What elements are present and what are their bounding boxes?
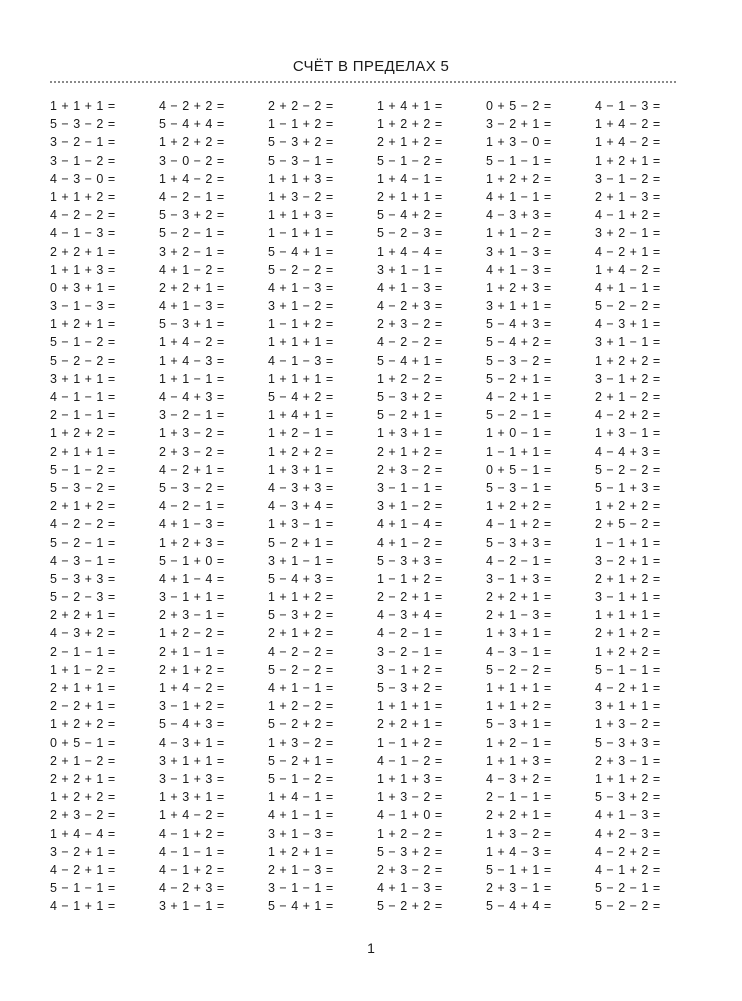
exercise-item: 3 − 1 − 1 = (377, 480, 443, 495)
exercise-item: 1 − 1 + 2 = (268, 117, 334, 132)
exercise-item: 1 + 3 + 1 = (486, 626, 552, 641)
exercise-item: 2 + 1 + 1 = (50, 681, 116, 695)
exercise-item: 5 − 3 + 2 = (159, 208, 225, 223)
exercise-item: 4 − 2 + 1 = (595, 244, 661, 259)
exercise-item: 4 − 3 + 3 = (486, 208, 552, 223)
exercise-item: 3 + 1 − 3 = (268, 826, 334, 841)
exercise-item: 4 + 1 − 2 = (377, 535, 443, 550)
exercise-item: 2 + 1 − 3 = (595, 189, 661, 204)
exercise-item: 2 − 2 + 1 = (377, 590, 443, 605)
exercise-item: 5 − 2 + 2 = (268, 717, 334, 732)
exercise-item: 5 − 3 − 2 = (486, 353, 552, 368)
exercise-item: 4 − 2 + 2 = (595, 408, 661, 423)
exercise-item: 3 − 2 − 1 = (377, 644, 443, 659)
exercise-item: 4 − 1 − 1 = (159, 844, 225, 859)
exercise-item: 3 − 1 − 2 = (50, 153, 116, 168)
exercise-item: 4 − 1 − 1 = (50, 390, 116, 404)
exercise-item: 4 − 3 + 1 = (159, 735, 225, 750)
exercise-item: 1 + 2 + 2 = (486, 171, 552, 186)
exercise-item: 2 + 1 + 2 = (595, 571, 661, 586)
exercise-item: 1 + 3 − 2 = (268, 735, 334, 750)
exercise-item: 5 − 1 + 1 = (486, 862, 552, 877)
exercise-item: 4 − 4 + 3 = (595, 444, 661, 459)
exercise-item: 2 + 1 − 1 = (159, 644, 225, 659)
exercise-item: 3 − 1 − 1 = (268, 881, 334, 896)
exercise-item: 5 − 4 + 3 = (268, 571, 334, 586)
exercise-item: 3 + 1 − 1 = (268, 553, 334, 568)
exercise-item: 1 + 2 + 2 = (595, 499, 661, 514)
exercise-item: 2 + 1 + 2 = (595, 626, 661, 641)
exercise-item: 4 + 1 − 1 = (268, 681, 334, 695)
exercise-item: 0 + 5 − 1 = (50, 735, 116, 750)
exercise-item: 1 + 3 − 2 = (377, 790, 443, 805)
exercise-item: 2 + 3 − 2 = (377, 462, 443, 477)
exercise-item: 0 + 5 − 2 = (486, 99, 552, 113)
exercise-item: 5 − 4 + 4 = (486, 899, 552, 914)
exercise-item: 5 − 4 + 2 = (377, 208, 443, 223)
exercise-item: 4 − 2 + 2 = (159, 99, 225, 113)
exercise-item: 1 + 3 − 2 = (268, 189, 334, 204)
exercise-item: 4 − 2 + 1 = (595, 681, 661, 695)
exercise-item: 5 − 2 + 1 = (268, 535, 334, 550)
exercise-item: 3 − 1 + 3 = (486, 571, 552, 586)
exercise-item: 5 − 1 − 1 = (595, 662, 661, 677)
exercise-item: 5 − 3 + 2 = (268, 608, 334, 623)
exercise-item: 1 − 1 + 1 = (595, 535, 661, 550)
exercise-item: 3 + 1 − 1 = (159, 899, 225, 914)
exercise-item: 3 + 1 − 3 = (486, 244, 552, 259)
exercise-item: 5 − 3 + 3 = (50, 571, 116, 586)
exercise-item: 1 + 2 + 2 = (377, 117, 443, 132)
exercise-item: 4 − 1 + 2 = (595, 862, 661, 877)
exercise-item: 1 + 4 − 2 = (595, 135, 661, 150)
exercise-item: 1 + 3 − 2 = (159, 426, 225, 441)
exercise-item: 3 + 1 + 1 = (159, 753, 225, 768)
exercise-item: 1 + 1 + 2 = (486, 699, 552, 714)
exercise-item: 4 − 1 − 2 = (377, 753, 443, 768)
exercise-item: 4 + 1 − 3 = (595, 808, 661, 823)
exercise-item: 2 − 2 + 1 = (50, 699, 116, 714)
exercise-item: 3 − 2 + 1 = (486, 117, 552, 132)
exercise-item: 1 + 2 − 2 = (377, 371, 443, 386)
exercise-item: 3 − 1 + 2 = (377, 662, 443, 677)
exercise-item: 3 − 1 + 2 = (159, 699, 225, 714)
exercise-item: 4 − 2 − 2 = (268, 644, 334, 659)
exercise-item: 1 + 2 + 2 = (50, 790, 116, 805)
exercise-item: 3 − 2 − 1 = (159, 408, 225, 423)
exercise-item: 4 − 2 − 1 = (159, 189, 225, 204)
exercise-item: 4 − 3 − 1 = (486, 644, 552, 659)
exercise-item: 1 + 3 + 1 = (377, 426, 443, 441)
exercise-item: 4 + 1 − 2 = (159, 262, 225, 277)
exercise-item: 1 − 1 + 2 = (377, 735, 443, 750)
dotted-divider (50, 81, 676, 83)
exercise-item: 4 − 3 + 1 = (595, 317, 661, 332)
exercise-item: 1 + 4 + 1 = (268, 408, 334, 423)
exercise-item: 2 + 2 + 1 = (159, 280, 225, 295)
exercise-item: 1 + 2 − 2 = (377, 826, 443, 841)
exercise-item: 1 + 1 − 1 = (159, 371, 225, 386)
exercise-item: 1 + 2 − 2 = (268, 699, 334, 714)
exercise-item: 3 + 2 − 1 = (159, 244, 225, 259)
exercise-item: 1 + 1 + 2 = (50, 189, 116, 204)
exercise-item: 1 − 1 + 1 = (486, 444, 552, 459)
exercise-item: 4 − 1 − 3 = (268, 353, 334, 368)
exercise-item: 3 − 1 + 3 = (159, 771, 225, 786)
exercise-item: 4 + 2 − 3 = (595, 826, 661, 841)
exercise-item: 1 + 1 + 3 = (268, 171, 334, 186)
exercise-item: 5 − 3 + 2 = (377, 390, 443, 404)
exercise-item: 3 + 1 + 1 = (595, 699, 661, 714)
exercise-item: 2 + 1 − 3 = (486, 608, 552, 623)
exercise-item: 4 − 2 − 2 = (50, 517, 116, 532)
exercise-item: 4 − 3 + 2 = (486, 771, 552, 786)
exercise-item: 2 + 3 − 1 = (486, 881, 552, 896)
exercise-grid (50, 97, 704, 915)
exercise-item: 4 + 1 − 3 = (377, 280, 443, 295)
exercise-item: 1 + 1 + 1 = (486, 681, 552, 695)
exercise-item: 1 + 3 − 0 = (486, 135, 552, 150)
exercise-item: 5 − 3 + 2 = (377, 681, 443, 695)
exercise-item: 2 + 1 − 2 = (595, 390, 661, 404)
exercise-item: 3 + 1 − 1 = (595, 335, 661, 350)
exercise-item: 1 + 4 − 4 = (50, 826, 116, 841)
exercise-item: 3 − 2 + 1 = (595, 553, 661, 568)
exercise-item: 1 + 2 − 1 = (268, 426, 334, 441)
exercise-item: 5 − 1 − 1 = (486, 153, 552, 168)
exercise-item: 4 − 1 + 2 = (486, 517, 552, 532)
exercise-item: 1 + 2 + 1 = (595, 153, 661, 168)
exercise-item: 1 + 3 − 2 = (595, 717, 661, 732)
exercise-item: 1 + 2 + 3 = (159, 535, 225, 550)
exercise-item: 5 − 2 − 2 = (268, 262, 334, 277)
exercise-item: 3 + 1 − 2 = (377, 499, 443, 514)
exercise-item: 5 − 1 − 2 = (50, 335, 116, 350)
exercise-item: 3 − 2 − 1 = (50, 135, 116, 150)
exercise-item: 5 − 3 + 2 = (377, 844, 443, 859)
exercise-item: 3 + 2 − 1 = (595, 226, 661, 241)
exercise-item: 1 + 1 + 3 = (50, 262, 116, 277)
exercise-item: 4 + 1 − 3 = (159, 517, 225, 532)
exercise-item: 2 + 3 − 1 = (595, 753, 661, 768)
exercise-item: 5 − 3 + 3 = (595, 735, 661, 750)
exercise-item: 5 − 1 − 2 = (50, 462, 116, 477)
exercise-item: 1 + 3 + 1 = (159, 790, 225, 805)
exercise-item: 0 + 3 + 1 = (50, 280, 116, 295)
exercise-item: 5 − 2 + 1 = (486, 371, 552, 386)
exercise-item: 3 − 0 − 2 = (159, 153, 225, 168)
exercise-item: 4 − 1 + 2 = (159, 826, 225, 841)
exercise-item: 5 − 3 + 2 = (595, 790, 661, 805)
exercise-item: 1 + 2 − 2 = (159, 626, 225, 641)
exercise-item: 2 + 1 + 1 = (50, 444, 116, 459)
exercise-item: 4 − 3 − 0 = (50, 171, 116, 186)
exercise-item: 3 − 1 + 1 = (159, 590, 225, 605)
exercise-item: 1 + 4 − 2 = (595, 117, 661, 132)
exercise-item: 1 + 2 + 2 = (595, 353, 661, 368)
exercise-item: 5 − 3 + 1 = (159, 317, 225, 332)
exercise-item: 2 + 3 − 1 = (159, 608, 225, 623)
exercise-item: 5 − 4 + 4 = (159, 117, 225, 132)
exercise-item: 2 + 2 + 1 = (377, 717, 443, 732)
exercise-item: 1 + 2 + 2 = (486, 499, 552, 514)
exercise-item: 2 − 1 − 1 = (50, 644, 116, 659)
exercise-item: 5 − 4 + 1 = (377, 353, 443, 368)
exercise-item: 1 + 2 + 2 = (50, 717, 116, 732)
exercise-item: 5 − 3 − 1 = (268, 153, 334, 168)
exercise-item: 4 − 1 + 0 = (377, 808, 443, 823)
exercise-item: 2 + 1 + 2 = (377, 444, 443, 459)
exercise-item: 3 − 1 + 2 = (595, 371, 661, 386)
exercise-item: 5 − 4 + 1 = (268, 899, 334, 914)
exercise-item: 2 + 3 − 2 = (377, 862, 443, 877)
exercise-item: 1 + 2 + 2 = (595, 644, 661, 659)
exercise-item: 1 − 1 + 2 = (377, 571, 443, 586)
exercise-item: 2 + 2 + 1 = (50, 771, 116, 786)
exercise-item: 4 − 2 + 3 = (377, 299, 443, 314)
exercise-item: 3 + 1 − 2 = (268, 299, 334, 314)
exercise-item: 1 + 1 + 1 = (50, 99, 116, 113)
exercise-item: 1 + 4 − 4 = (377, 244, 443, 259)
exercise-item: 4 − 1 + 2 = (595, 208, 661, 223)
exercise-item: 4 − 2 − 1 = (159, 499, 225, 514)
exercise-item: 2 + 1 + 2 = (377, 135, 443, 150)
exercise-item: 1 + 4 − 1 = (377, 171, 443, 186)
exercise-item: 4 − 1 − 3 = (50, 226, 116, 241)
exercise-item: 1 + 4 − 2 = (159, 681, 225, 695)
exercise-item: 4 − 1 + 1 = (50, 899, 116, 914)
exercise-item: 2 + 1 + 1 = (377, 189, 443, 204)
exercise-item: 1 + 3 + 1 = (268, 462, 334, 477)
exercise-item: 4 + 1 − 3 = (268, 280, 334, 295)
exercise-item: 5 − 2 − 3 = (377, 226, 443, 241)
exercise-item: 2 + 2 + 1 = (486, 590, 552, 605)
exercise-item: 4 + 1 − 3 = (159, 299, 225, 314)
exercise-item: 1 + 2 + 2 = (268, 444, 334, 459)
exercise-item: 1 + 1 + 2 = (595, 771, 661, 786)
exercise-item: 1 + 3 − 2 = (486, 826, 552, 841)
exercise-item: 1 + 1 − 2 = (50, 662, 116, 677)
exercise-item: 4 + 1 − 1 = (486, 189, 552, 204)
exercise-item: 5 − 2 − 2 = (486, 662, 552, 677)
exercise-item: 5 − 2 − 3 = (50, 590, 116, 605)
exercise-item: 5 − 3 − 1 = (486, 480, 552, 495)
exercise-item: 5 − 2 − 2 = (595, 299, 661, 314)
exercise-item: 4 − 3 − 1 = (50, 553, 116, 568)
exercise-item: 5 − 2 + 2 = (377, 899, 443, 914)
exercise-item: 2 + 3 − 2 = (159, 444, 225, 459)
exercise-item: 3 + 1 + 1 = (486, 299, 552, 314)
exercise-item: 1 + 1 + 1 = (268, 335, 334, 350)
exercise-item: 5 − 2 − 2 = (595, 899, 661, 914)
exercise-item: 1 + 4 + 1 = (377, 99, 443, 113)
exercise-item: 1 + 2 + 2 = (50, 426, 116, 441)
exercise-item: 1 + 4 − 1 = (268, 790, 334, 805)
exercise-item: 3 − 2 + 1 = (50, 844, 116, 859)
exercise-item: 1 + 4 − 2 = (159, 335, 225, 350)
exercise-item: 1 + 1 − 2 = (486, 226, 552, 241)
exercise-item: 4 − 3 + 3 = (268, 480, 334, 495)
exercise-item: 5 − 2 + 1 = (268, 753, 334, 768)
exercise-item: 2 + 1 + 2 = (159, 662, 225, 677)
exercise-item: 5 − 1 + 3 = (595, 480, 661, 495)
exercise-item: 1 + 2 − 1 = (486, 735, 552, 750)
exercise-item: 4 − 1 − 3 = (595, 99, 661, 113)
exercise-item: 4 − 2 + 1 = (159, 462, 225, 477)
exercise-item: 1 + 1 + 3 = (268, 208, 334, 223)
exercise-item: 5 − 3 + 3 = (486, 535, 552, 550)
exercise-item: 1 + 3 − 1 = (268, 517, 334, 532)
exercise-item: 2 − 1 − 1 = (50, 408, 116, 423)
exercise-item: 2 + 2 + 1 = (50, 244, 116, 259)
exercise-item: 5 − 4 + 2 = (486, 335, 552, 350)
exercise-item: 4 − 2 − 1 = (377, 626, 443, 641)
exercise-item: 5 − 2 − 1 = (486, 408, 552, 423)
exercise-item: 2 + 1 + 2 = (50, 499, 116, 514)
exercise-item: 5 − 2 − 1 = (595, 881, 661, 896)
exercise-item: 3 + 1 + 1 = (50, 371, 116, 386)
exercise-item: 1 + 1 + 1 = (377, 699, 443, 714)
exercise-item: 3 − 1 + 1 = (595, 590, 661, 605)
exercise-item: 1 + 4 − 2 = (159, 808, 225, 823)
exercise-item: 1 + 1 + 2 = (268, 590, 334, 605)
exercise-item: 5 − 4 + 3 = (486, 317, 552, 332)
page-title: СЧЁТ В ПРЕДЕЛАХ 5 (292, 58, 450, 75)
exercise-item: 5 − 4 + 3 = (159, 717, 225, 732)
exercise-item: 1 + 2 + 2 = (159, 135, 225, 150)
exercise-item: 2 − 1 − 1 = (486, 790, 552, 805)
exercise-item: 0 + 5 − 1 = (486, 462, 552, 477)
exercise-item: 5 − 2 + 1 = (377, 408, 443, 423)
exercise-item: 1 + 1 + 1 = (268, 371, 334, 386)
exercise-item: 2 + 1 + 2 = (268, 626, 334, 641)
exercise-item: 1 − 1 + 1 = (268, 226, 334, 241)
exercise-item: 1 + 4 − 3 = (159, 353, 225, 368)
exercise-item: 3 + 1 − 1 = (377, 262, 443, 277)
exercise-item: 4 − 2 + 3 = (159, 881, 225, 896)
exercise-item: 1 − 1 + 2 = (268, 317, 334, 332)
exercise-item: 5 − 1 + 0 = (159, 553, 225, 568)
exercise-item: 4 + 1 − 1 = (268, 808, 334, 823)
exercise-item: 1 + 4 − 2 = (159, 171, 225, 186)
exercise-item: 5 − 2 − 2 = (268, 662, 334, 677)
exercise-item: 4 − 2 + 1 = (486, 390, 552, 404)
exercise-item: 5 − 2 − 1 = (50, 535, 116, 550)
exercise-item: 2 + 5 − 2 = (595, 517, 661, 532)
exercise-item: 4 − 2 + 2 = (595, 844, 661, 859)
exercise-item: 5 − 3 − 2 = (50, 480, 116, 495)
exercise-item: 2 + 3 − 2 = (377, 317, 443, 332)
exercise-item: 4 − 1 + 2 = (159, 862, 225, 877)
exercise-item: 5 − 4 + 1 = (268, 244, 334, 259)
exercise-item: 4 − 2 − 2 = (50, 208, 116, 223)
exercise-item: 5 − 3 + 3 = (377, 553, 443, 568)
page-number: 1 (367, 940, 375, 956)
exercise-item: 4 + 1 − 4 = (377, 517, 443, 532)
exercise-item: 1 + 2 + 1 = (268, 844, 334, 859)
exercise-item: 2 + 2 + 1 = (486, 808, 552, 823)
exercise-item: 4 − 2 − 1 = (486, 553, 552, 568)
exercise-item: 4 + 1 − 4 = (159, 571, 225, 586)
exercise-item: 4 − 2 − 2 = (377, 335, 443, 350)
exercise-item: 4 + 1 − 3 = (377, 881, 443, 896)
exercise-item: 4 − 3 + 4 = (268, 499, 334, 514)
exercise-item: 3 − 1 − 2 = (595, 171, 661, 186)
exercise-item: 5 − 1 − 2 = (377, 153, 443, 168)
exercise-item: 5 − 3 + 1 = (486, 717, 552, 732)
exercise-item: 1 + 1 + 3 = (377, 771, 443, 786)
exercise-item: 2 + 2 − 2 = (268, 99, 334, 113)
exercise-item: 4 + 1 − 3 = (486, 262, 552, 277)
exercise-item: 1 + 2 + 1 = (50, 317, 116, 332)
exercise-item: 4 − 3 + 2 = (50, 626, 116, 641)
exercise-item: 1 + 1 + 3 = (486, 753, 552, 768)
exercise-item: 2 + 1 − 3 = (268, 862, 334, 877)
exercise-item: 1 + 4 − 3 = (486, 844, 552, 859)
exercise-item: 1 + 1 + 1 = (595, 608, 661, 623)
exercise-item: 5 − 2 − 2 = (50, 353, 116, 368)
exercise-item: 5 − 3 − 2 = (50, 117, 116, 132)
exercise-item: 1 + 4 − 2 = (595, 262, 661, 277)
exercise-item: 5 − 2 − 1 = (159, 226, 225, 241)
exercise-item: 4 + 1 − 1 = (595, 280, 661, 295)
exercise-item: 5 − 1 − 2 = (268, 771, 334, 786)
exercise-item: 5 − 1 − 1 = (50, 881, 116, 896)
exercise-item: 5 − 2 − 2 = (595, 462, 661, 477)
exercise-item: 5 − 4 + 2 = (268, 390, 334, 404)
exercise-item: 2 + 3 − 2 = (50, 808, 116, 823)
exercise-item: 5 − 3 + 2 = (268, 135, 334, 150)
exercise-item: 1 + 2 + 3 = (486, 280, 552, 295)
exercise-item: 5 − 3 − 2 = (159, 480, 225, 495)
exercise-item: 2 + 2 + 1 = (50, 608, 116, 623)
exercise-item: 3 − 1 − 3 = (50, 299, 116, 314)
exercise-item: 1 + 0 − 1 = (486, 426, 552, 441)
exercise-item: 4 − 2 + 1 = (50, 862, 116, 877)
exercise-item: 1 + 3 − 1 = (595, 426, 661, 441)
exercise-item: 4 − 4 + 3 = (159, 390, 225, 404)
exercise-item: 2 + 1 − 2 = (50, 753, 116, 768)
exercise-item: 4 − 3 + 4 = (377, 608, 443, 623)
